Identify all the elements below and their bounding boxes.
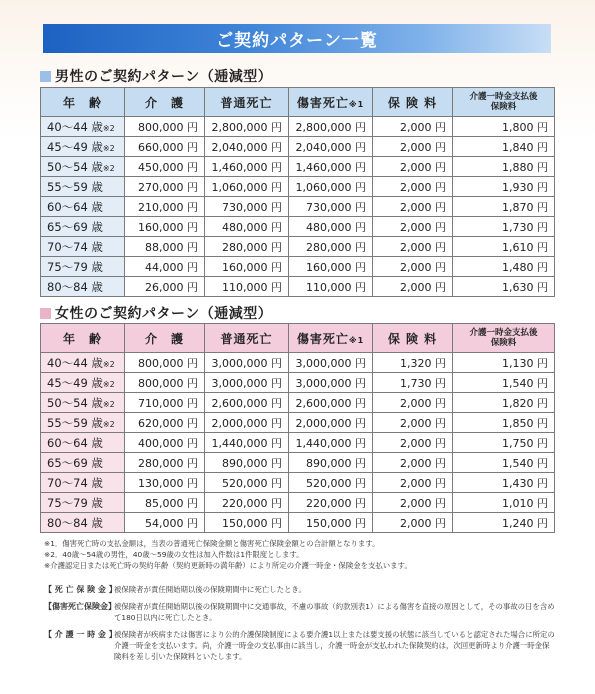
premium-cell: 2,000 円 [373, 277, 453, 297]
age-cell: 70～74 歳 [41, 237, 125, 257]
table-row [41, 177, 555, 197]
premium-cell: 2,000 円 [373, 453, 453, 473]
age-cell: 65～69 歳 [41, 453, 125, 473]
accident-death-cell: 110,000 円 [289, 277, 373, 297]
page-banner [43, 24, 551, 53]
footnote-1: ※1．傷害死亡時の支払金額は，当表の普通死亡保険金額と傷害死亡保険金額との合計額となります。 [44, 539, 380, 548]
accident-death-cell: 1,060,000 円 [289, 177, 373, 197]
header-care: 介 護 [125, 324, 205, 353]
premium-cell: 1,320 円 [373, 353, 453, 373]
premium-cell: 2,000 円 [373, 177, 453, 197]
care-cell: 26,000 円 [125, 277, 205, 297]
age-cell: 40～44 歳※2 [41, 353, 125, 373]
normal-death-cell: 480,000 円 [205, 217, 289, 237]
normal-death-cell: 730,000 円 [205, 197, 289, 217]
banner-title: ご契約パターン一覧 [216, 31, 378, 51]
accident-death-cell: 160,000 円 [289, 257, 373, 277]
female-rate-table [40, 323, 555, 533]
normal-death-cell: 2,800,000 円 [205, 117, 289, 137]
care-cell: 450,000 円 [125, 157, 205, 177]
premium-after-care-cell: 1,240 円 [453, 513, 555, 533]
age-cell: 80～84 歳 [41, 277, 125, 297]
age-cell: 80～84 歳 [41, 513, 125, 533]
premium-cell: 2,000 円 [373, 257, 453, 277]
accident-death-cell: 3,000,000 円 [289, 373, 373, 393]
care-cell: 710,000 円 [125, 393, 205, 413]
normal-death-cell: 160,000 円 [205, 257, 289, 277]
accident-death-cell: 890,000 円 [289, 453, 373, 473]
header-age: 年 齢 [41, 324, 125, 353]
normal-death-cell: 220,000 円 [205, 493, 289, 513]
age-cell: 50～54 歳※2 [41, 393, 125, 413]
care-cell: 160,000 円 [125, 217, 205, 237]
normal-death-cell: 890,000 円 [205, 453, 289, 473]
premium-cell: 2,000 円 [373, 117, 453, 137]
premium-cell: 2,000 円 [373, 393, 453, 413]
premium-cell: 2,000 円 [373, 237, 453, 257]
age-cell: 60～64 歳 [41, 433, 125, 453]
premium-after-care-cell: 1,730 円 [453, 217, 555, 237]
male-section-title: 男性のご契約パターン（逓減型） [40, 66, 272, 86]
table-row [41, 157, 555, 177]
table-row [41, 197, 555, 217]
care-cell: 800,000 円 [125, 117, 205, 137]
normal-death-cell: 150,000 円 [205, 513, 289, 533]
header-care: 介 護 [125, 88, 205, 117]
footnote-2: ※2．40歳～54歳の男性，40歳～59歳の女性は加入件数は1件限度とします。 [44, 550, 304, 559]
definition-death-benefit: 【 死 亡 保 険 金 】 被保険者が責任開始期以後の保険期間中に死亡したとき。 [44, 585, 306, 594]
premium-after-care-cell: 1,540 円 [453, 373, 555, 393]
age-cell: 55～59 歳 [41, 177, 125, 197]
male-rate-table [40, 87, 555, 297]
square-bullet-icon [40, 308, 51, 319]
premium-after-care-cell: 1,540 円 [453, 453, 555, 473]
normal-death-cell: 3,000,000 円 [205, 353, 289, 373]
premium-after-care-cell: 1,630 円 [453, 277, 555, 297]
header-accident-death: 傷害死亡※1 [289, 88, 373, 117]
normal-death-cell: 1,460,000 円 [205, 157, 289, 177]
age-cell: 60～64 歳 [41, 197, 125, 217]
table-row [41, 433, 555, 453]
premium-cell: 2,000 円 [373, 493, 453, 513]
normal-death-cell: 1,440,000 円 [205, 433, 289, 453]
care-cell: 54,000 円 [125, 513, 205, 533]
care-cell: 210,000 円 [125, 197, 205, 217]
table-row [41, 513, 555, 533]
premium-after-care-cell: 1,870 円 [453, 197, 555, 217]
accident-death-cell: 3,000,000 円 [289, 353, 373, 373]
premium-after-care-cell: 1,800 円 [453, 117, 555, 137]
normal-death-cell: 520,000 円 [205, 473, 289, 493]
accident-death-cell: 2,040,000 円 [289, 137, 373, 157]
table-row [41, 353, 555, 373]
table-row [41, 393, 555, 413]
footnote-3: ※介護認定日または死亡時の契約年齢（契約更新時の満年齢）により所定の介護一時金・保険金を支払います。 [44, 561, 412, 570]
header-premium: 保 険 料 [373, 88, 453, 117]
premium-after-care-cell: 1,750 円 [453, 433, 555, 453]
premium-after-care-cell: 1,840 円 [453, 137, 555, 157]
table-row [41, 237, 555, 257]
care-cell: 400,000 円 [125, 433, 205, 453]
normal-death-cell: 2,040,000 円 [205, 137, 289, 157]
accident-death-cell: 730,000 円 [289, 197, 373, 217]
table-row [41, 117, 555, 137]
definition-care-lump-sum: 【 介 護 一 時 金 】 被保険者が疾病または傷害により公的介護保険制度による要介護1以上または要支援の状態に該当していると認定された場合に所定の介護一時金を支払います。尚，介護一時金の支払事由に該当し，介護一時金が支払われた保険契約は，次回更新時より介護一時金保険料を差し引いた保険料といたします。 [44, 630, 555, 661]
care-cell: 130,000 円 [125, 473, 205, 493]
accident-death-cell: 1,460,000 円 [289, 157, 373, 177]
footnotes [44, 538, 412, 571]
header-accident-death: 傷害死亡※1 [289, 324, 373, 353]
age-cell: 40～44 歳※2 [41, 117, 125, 137]
header-premium: 保 険 料 [373, 324, 453, 353]
normal-death-cell: 3,000,000 円 [205, 373, 289, 393]
accident-death-cell: 2,600,000 円 [289, 393, 373, 413]
definition-accident-death-benefit: 【傷害死亡保険金】 被保険者が責任開始期以後の保険期間中に交通事故，不慮の事故（約款別表1）による傷害を直接の原因として，その事故の日を含めて180日以内に死亡したとき。 [44, 602, 555, 622]
header-premium-after-care: 介護一時金支払後 保険料 [453, 88, 555, 117]
premium-after-care-cell: 1,430 円 [453, 473, 555, 493]
table-row [41, 277, 555, 297]
table-row [41, 373, 555, 393]
table-row [41, 217, 555, 237]
premium-cell: 2,000 円 [373, 433, 453, 453]
table-header-row [41, 324, 555, 353]
table-row [41, 257, 555, 277]
square-bullet-icon [40, 71, 51, 82]
table-header-row [41, 88, 555, 117]
care-cell: 88,000 円 [125, 237, 205, 257]
age-cell: 45～49 歳※2 [41, 373, 125, 393]
normal-death-cell: 110,000 円 [205, 277, 289, 297]
accident-death-cell: 520,000 円 [289, 473, 373, 493]
premium-after-care-cell: 1,880 円 [453, 157, 555, 177]
care-cell: 270,000 円 [125, 177, 205, 197]
care-cell: 280,000 円 [125, 453, 205, 473]
premium-after-care-cell: 1,820 円 [453, 393, 555, 413]
accident-death-cell: 2,000,000 円 [289, 413, 373, 433]
header-normal-death: 普通死亡 [205, 324, 289, 353]
table-row [41, 453, 555, 473]
care-cell: 620,000 円 [125, 413, 205, 433]
premium-cell: 2,000 円 [373, 413, 453, 433]
premium-after-care-cell: 1,480 円 [453, 257, 555, 277]
age-cell: 70～74 歳 [41, 473, 125, 493]
care-cell: 85,000 円 [125, 493, 205, 513]
accident-death-cell: 150,000 円 [289, 513, 373, 533]
premium-after-care-cell: 1,130 円 [453, 353, 555, 373]
premium-after-care-cell: 1,610 円 [453, 237, 555, 257]
table-row [41, 137, 555, 157]
header-premium-after-care: 介護一時金支払後 保険料 [453, 324, 555, 353]
premium-after-care-cell: 1,010 円 [453, 493, 555, 513]
age-cell: 45～49 歳※2 [41, 137, 125, 157]
premium-cell: 2,000 円 [373, 137, 453, 157]
premium-after-care-cell: 1,930 円 [453, 177, 555, 197]
premium-cell: 2,000 円 [373, 513, 453, 533]
age-cell: 55～59 歳※2 [41, 413, 125, 433]
premium-cell: 2,000 円 [373, 473, 453, 493]
care-cell: 800,000 円 [125, 373, 205, 393]
age-cell: 75～79 歳 [41, 493, 125, 513]
age-cell: 50～54 歳※2 [41, 157, 125, 177]
accident-death-cell: 220,000 円 [289, 493, 373, 513]
care-cell: 800,000 円 [125, 353, 205, 373]
age-cell: 75～79 歳 [41, 257, 125, 277]
care-cell: 44,000 円 [125, 257, 205, 277]
header-normal-death: 普通死亡 [205, 88, 289, 117]
normal-death-cell: 2,000,000 円 [205, 413, 289, 433]
female-section-title: 女性のご契約パターン（逓減型） [40, 303, 272, 323]
normal-death-cell: 1,060,000 円 [205, 177, 289, 197]
accident-death-cell: 280,000 円 [289, 237, 373, 257]
table-row [41, 413, 555, 433]
premium-cell: 2,000 円 [373, 157, 453, 177]
table-row [41, 493, 555, 513]
accident-death-cell: 480,000 円 [289, 217, 373, 237]
premium-cell: 1,730 円 [373, 373, 453, 393]
accident-death-cell: 1,440,000 円 [289, 433, 373, 453]
premium-cell: 2,000 円 [373, 217, 453, 237]
accident-death-cell: 2,800,000 円 [289, 117, 373, 137]
normal-death-cell: 280,000 円 [205, 237, 289, 257]
definitions-list [44, 584, 556, 668]
age-cell: 65～69 歳 [41, 217, 125, 237]
table-row [41, 473, 555, 493]
premium-cell: 2,000 円 [373, 197, 453, 217]
premium-after-care-cell: 1,850 円 [453, 413, 555, 433]
header-age: 年 齢 [41, 88, 125, 117]
care-cell: 660,000 円 [125, 137, 205, 157]
normal-death-cell: 2,600,000 円 [205, 393, 289, 413]
